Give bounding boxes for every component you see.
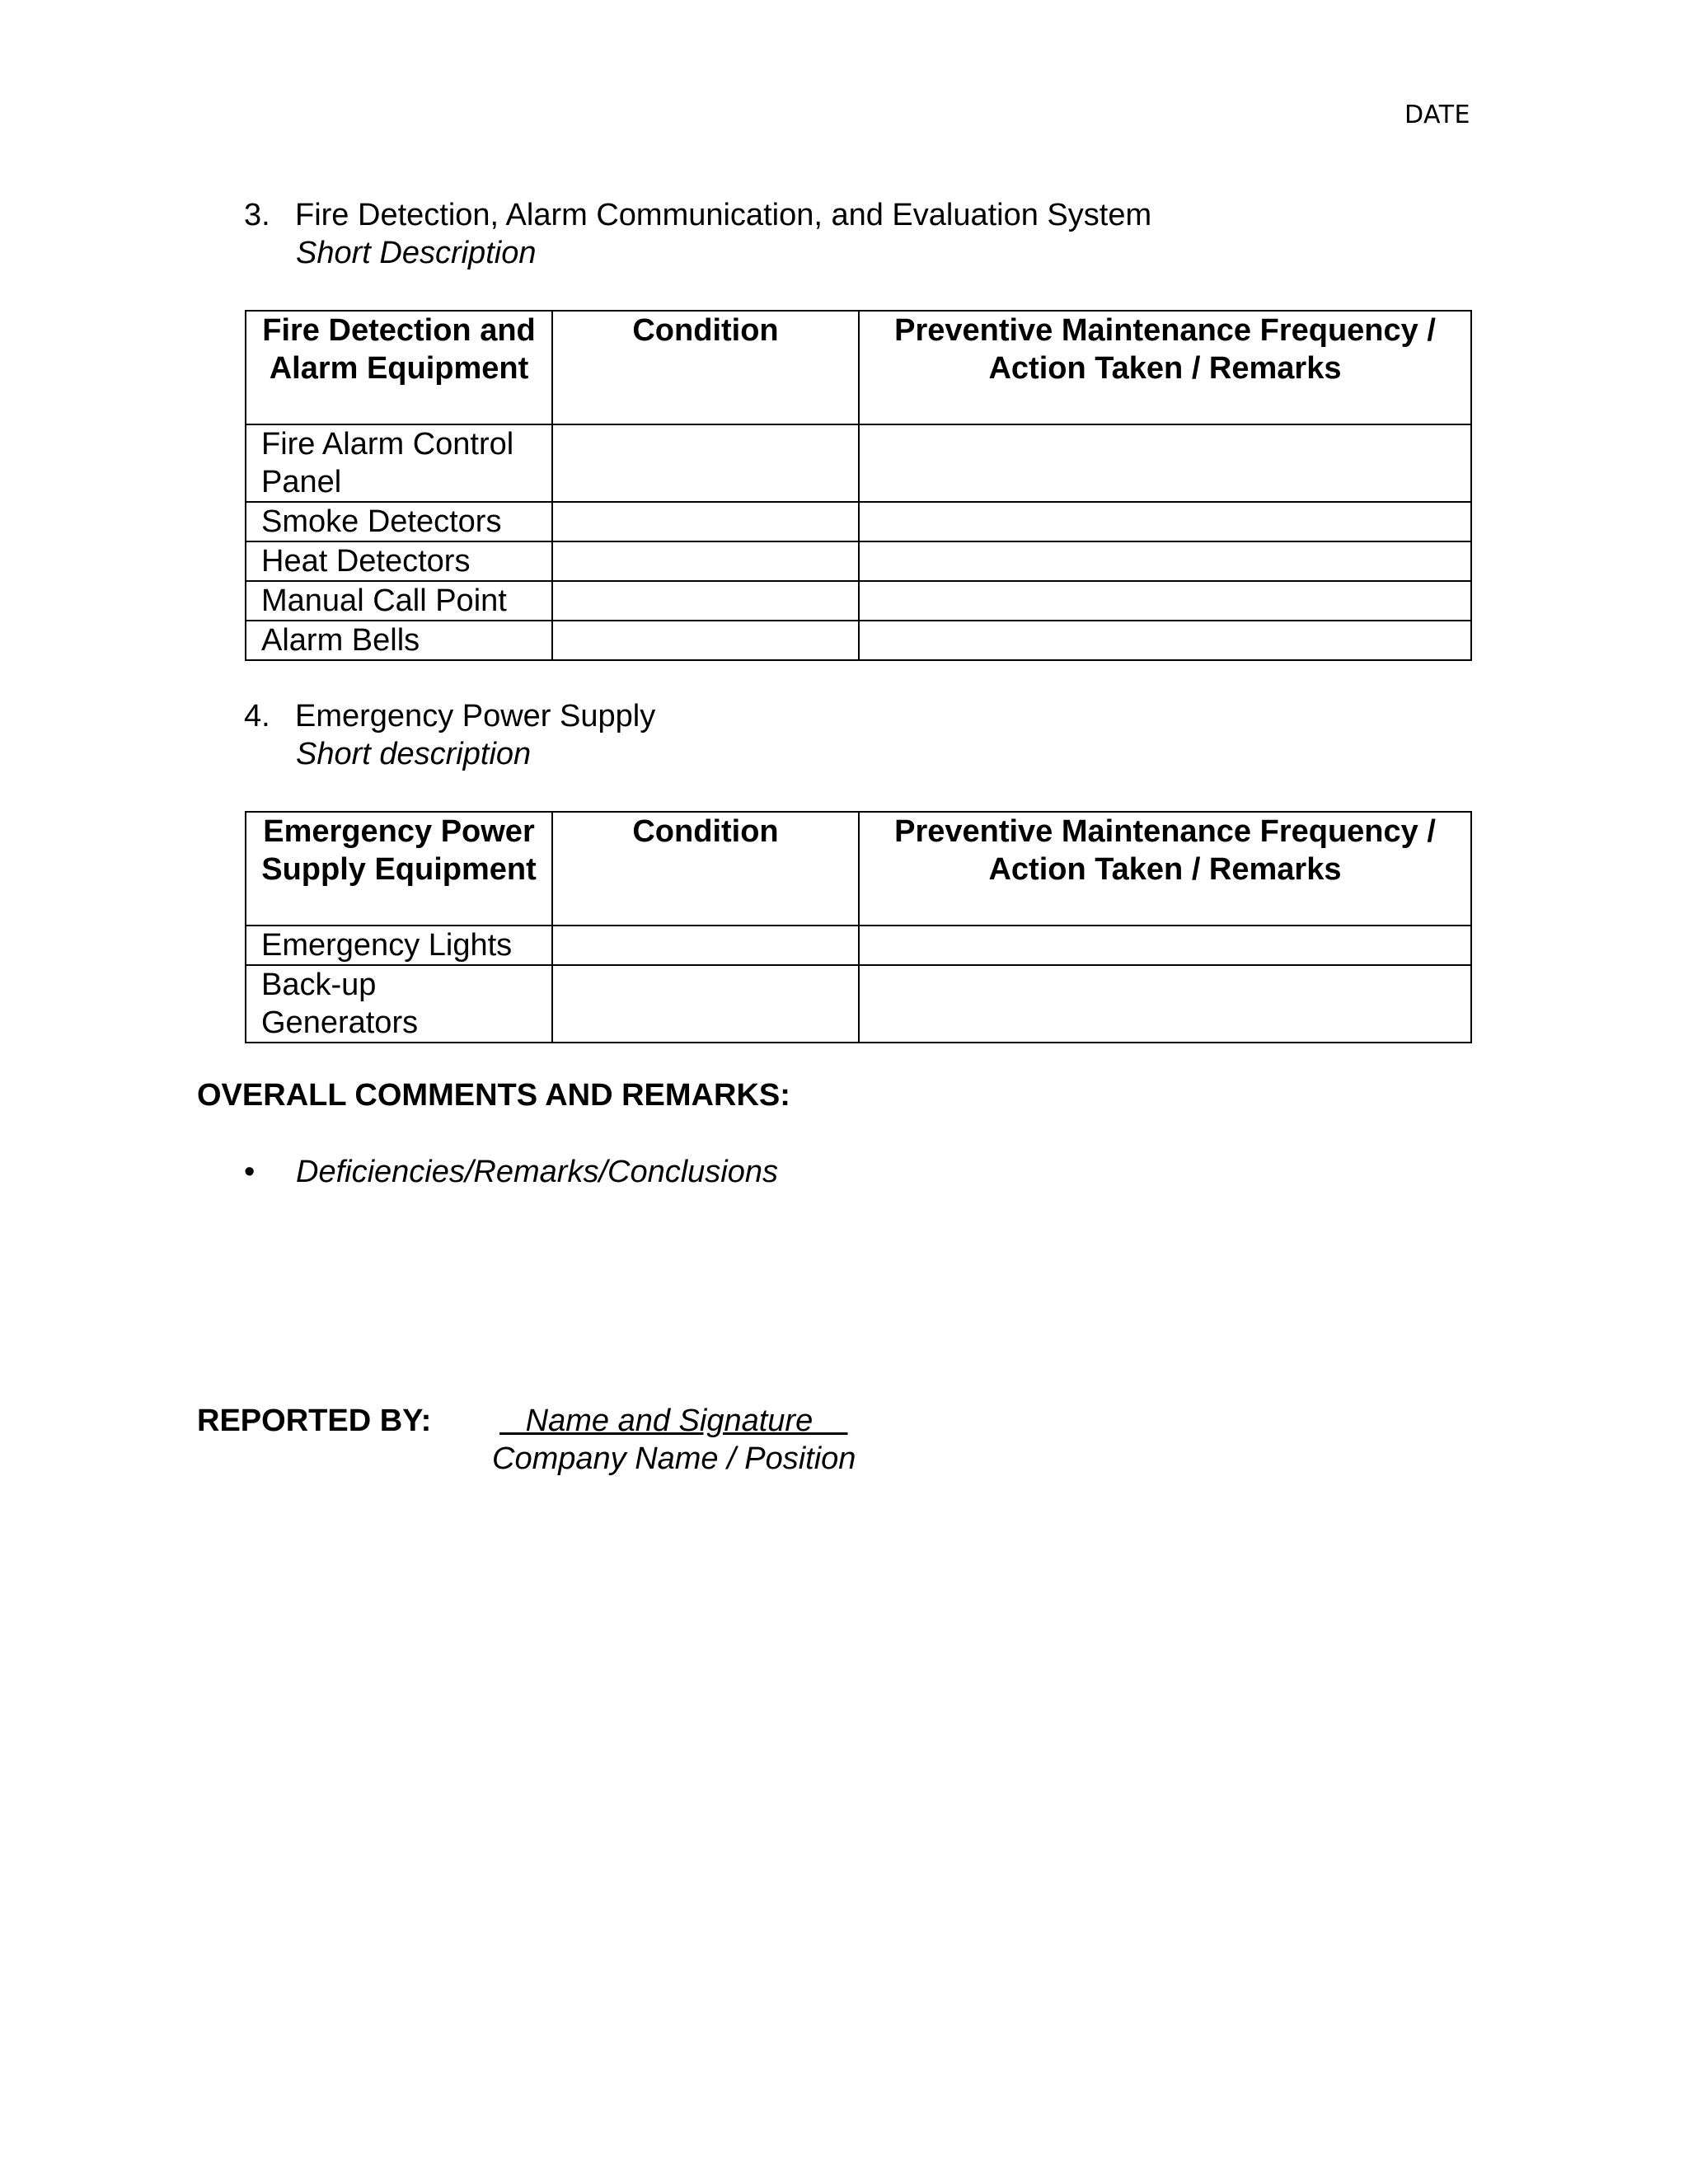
overall-comments-heading: OVERALL COMMENTS AND REMARKS:	[197, 1078, 790, 1113]
section-3-description: Short Description	[296, 236, 537, 270]
condition-cell[interactable]	[552, 965, 859, 1043]
company-position-line: Company Name / Position	[492, 1441, 856, 1476]
section-3-title: Fire Detection, Alarm Communication, and Evaluation System	[295, 198, 1152, 232]
signature-line[interactable]: Name and Signature	[499, 1404, 848, 1438]
reported-by-label: REPORTED BY:	[197, 1404, 432, 1438]
equipment-cell: Manual Call Point	[246, 581, 552, 621]
column-header-equipment: Emergency Power Supply Equipment	[246, 812, 552, 926]
remarks-cell[interactable]	[859, 424, 1471, 502]
table-row	[246, 926, 1471, 965]
equipment-cell: Fire Alarm Control Panel	[246, 424, 552, 502]
emergency-power-table	[245, 811, 1472, 1043]
equipment-cell: Emergency Lights	[246, 926, 552, 965]
date-label: DATE	[1404, 101, 1470, 129]
condition-cell[interactable]	[552, 926, 859, 965]
condition-cell[interactable]	[552, 502, 859, 541]
table-header-row	[246, 812, 1471, 926]
table-row	[246, 965, 1471, 1043]
column-header-remarks: Preventive Maintenance Frequency / Action Taken / Remarks	[859, 311, 1471, 424]
remarks-cell[interactable]	[859, 541, 1471, 581]
table-row	[246, 502, 1471, 541]
condition-cell[interactable]	[552, 424, 859, 502]
table-row	[246, 424, 1471, 502]
column-header-condition: Condition	[552, 311, 859, 424]
table-header-row	[246, 311, 1471, 424]
table-row	[246, 621, 1471, 660]
column-header-condition: Condition	[552, 812, 859, 926]
remarks-cell[interactable]	[859, 965, 1471, 1043]
section-4-title: Emergency Power Supply	[295, 699, 656, 733]
table-row	[246, 581, 1471, 621]
bullet-text: Deficiencies/Remarks/Conclusions	[296, 1155, 778, 1189]
section-3-number: 3.	[244, 198, 270, 232]
comments-bullet-item	[244, 1153, 778, 1191]
condition-cell[interactable]	[552, 541, 859, 581]
condition-cell[interactable]	[552, 581, 859, 621]
column-header-equipment: Fire Detection and Alarm Equipment	[246, 311, 552, 424]
bullet-icon: •	[244, 1155, 256, 1189]
condition-cell[interactable]	[552, 621, 859, 660]
section-4-number: 4.	[244, 699, 270, 733]
equipment-cell: Heat Detectors	[246, 541, 552, 581]
section-3-heading	[244, 196, 1151, 234]
remarks-cell[interactable]	[859, 621, 1471, 660]
column-header-remarks: Preventive Maintenance Frequency / Action Taken / Remarks	[859, 812, 1471, 926]
remarks-cell[interactable]	[859, 926, 1471, 965]
section-4-description: Short description	[296, 737, 532, 771]
remarks-cell[interactable]	[859, 581, 1471, 621]
equipment-cell: Smoke Detectors	[246, 502, 552, 541]
section-4-heading	[244, 697, 655, 735]
fire-detection-table	[245, 310, 1472, 661]
table-row	[246, 541, 1471, 581]
equipment-cell: Back-up Generators	[246, 965, 552, 1043]
equipment-cell: Alarm Bells	[246, 621, 552, 660]
remarks-cell[interactable]	[859, 502, 1471, 541]
